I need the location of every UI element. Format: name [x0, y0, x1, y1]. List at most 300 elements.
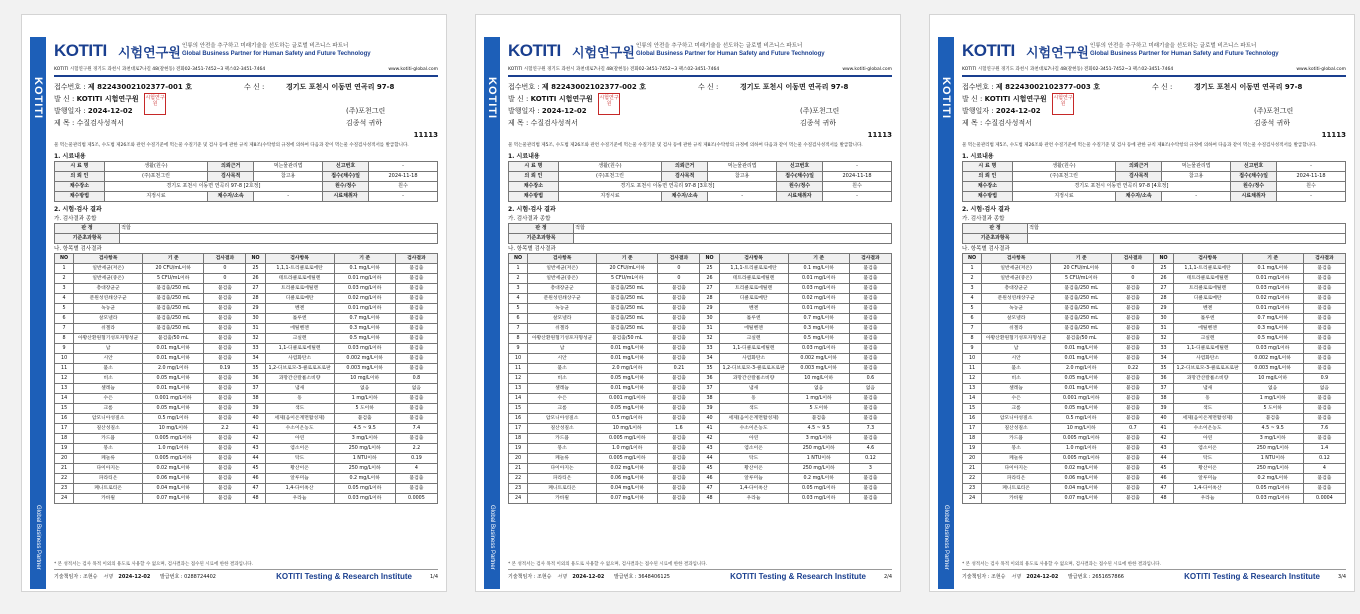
- footer-note: * 본 성적서는 검사 목적 이외의 용도로 사용할 수 없으며, 검사결과는 접수된 시료에 한한 결과입니다.: [508, 562, 708, 567]
- cell-result: 0: [658, 264, 700, 274]
- col-header-no: NO: [509, 254, 528, 264]
- info-label: 시 료 명: [509, 162, 559, 172]
- table-row: [55, 424, 438, 434]
- cell-item: 디클로로메탄: [719, 294, 788, 304]
- cell-result: 불검출: [849, 304, 891, 314]
- results-table: [54, 253, 438, 504]
- cell-standard: 1.0 mg/L이하: [597, 444, 658, 454]
- cell-standard: 10 mg/L이하: [1242, 374, 1303, 384]
- cell-result: 불검출: [204, 294, 246, 304]
- table-row: [963, 304, 1346, 314]
- cell-no: 34: [1154, 354, 1173, 364]
- cell-item: 아황산환원혐기성포자형성균: [982, 334, 1051, 344]
- info-value: -: [708, 192, 777, 202]
- address-text: KOTITI 시험연구원 경기도 과천시 과천대로7나길 48(갈현동) 전화02-3451-7452~3 팩스02-3451-7464: [508, 67, 720, 72]
- exceed-label: 기준초과항목: [509, 234, 574, 244]
- receipt-number: 제 82243002102377-003 호: [995, 83, 1100, 91]
- website-link[interactable]: www.kotiti-global.com: [842, 67, 892, 72]
- results-table: [508, 253, 892, 504]
- cell-no: 5: [55, 304, 74, 314]
- cell-no: 2: [509, 274, 528, 284]
- cell-standard: 0.5 mg/L이하: [143, 414, 204, 424]
- address-text: KOTITI 시험연구원 경기도 과천시 과천대로7나길 48(갈현동) 전화02-3451-7452~3 팩스02-3451-7464: [962, 67, 1174, 72]
- table-row: [55, 304, 438, 314]
- table-row: [55, 394, 438, 404]
- info-value: -: [1162, 192, 1231, 202]
- place-prefix: 경기도 포천시 이동면 연곡리: [1074, 183, 1138, 189]
- official-seal-stamp: 시험연구원: [144, 93, 166, 115]
- cell-standard: 불검출/250 mL: [1051, 284, 1112, 294]
- info-label: 의 뢰 인: [963, 172, 1013, 182]
- cell-result: 불검출: [1303, 264, 1345, 274]
- cell-item: 시안: [982, 354, 1051, 364]
- cell-standard: 불검출/250 mL: [1051, 304, 1112, 314]
- cell-standard: 0.02 mg/L이하: [143, 464, 204, 474]
- cell-standard: 0.05 mg/L이하: [788, 484, 849, 494]
- cell-no: 10: [509, 354, 528, 364]
- cell-standard: 0.02 mg/L이하: [1051, 464, 1112, 474]
- cell-item: 1,4-다이옥산: [719, 484, 788, 494]
- cell-result: 불검출: [1112, 414, 1154, 424]
- cell-no: 43: [246, 444, 265, 454]
- table-row: [55, 284, 438, 294]
- cell-result: 불검출: [204, 404, 246, 414]
- cell-item: 카드뮴: [528, 434, 597, 444]
- sidebar-band: [484, 37, 500, 589]
- issue-date: 2024-12-02: [995, 107, 1041, 115]
- cell-no: 3: [963, 284, 982, 294]
- cell-no: 23: [963, 484, 982, 494]
- table-row: [509, 274, 892, 284]
- subsection-items: 나. 항목별 검사결과: [962, 246, 1010, 252]
- info-label: 의뢰근거: [208, 162, 254, 172]
- cell-no: 38: [246, 394, 265, 404]
- cell-result: 불검출: [395, 274, 437, 284]
- cell-result: 불검출: [1112, 314, 1154, 324]
- cell-no: 47: [1154, 484, 1173, 494]
- cell-standard: 불검출/250 mL: [143, 324, 204, 334]
- cell-standard: 0.003 mg/L이하: [334, 364, 395, 374]
- cell-no: 30: [700, 314, 719, 324]
- cell-result: 4: [395, 464, 437, 474]
- cell-result: 불검출: [849, 324, 891, 334]
- receipt-label: 접수번호 :: [54, 83, 86, 91]
- cell-result: 불검출: [849, 314, 891, 324]
- slogan-english: Global Business Partner for Human Safety and Future Technology: [636, 51, 825, 57]
- table-row: [55, 374, 438, 384]
- judge-value: 적합: [120, 224, 438, 234]
- col-header-no: NO: [963, 254, 982, 264]
- website-link[interactable]: www.kotiti-global.com: [1296, 67, 1346, 72]
- cell-standard: 3 mg/L이하: [788, 434, 849, 444]
- cell-no: 1: [963, 264, 982, 274]
- info-label: 채수방법: [509, 192, 559, 202]
- cell-no: 18: [963, 434, 982, 444]
- cell-result: 불검출: [658, 444, 700, 454]
- cell-item: 테트라클로로에틸렌: [719, 274, 788, 284]
- cell-result: 불검출: [658, 484, 700, 494]
- cell-item: 톨루엔: [719, 314, 788, 324]
- cell-result: 불검출: [658, 324, 700, 334]
- cell-item: 아연: [719, 434, 788, 444]
- info-value: 생활(원수): [558, 162, 661, 172]
- cell-result: 불검출: [204, 284, 246, 294]
- cell-item: 냄새: [719, 384, 788, 394]
- info-label: 의 뢰 인: [55, 172, 105, 182]
- sidebar-logo: KOTITI: [940, 76, 952, 120]
- cell-item: 총대장균군: [982, 284, 1051, 294]
- sidebar-logo: KOTITI: [32, 76, 44, 120]
- cell-result: 불검출: [395, 474, 437, 484]
- cell-item: 카바릴: [982, 494, 1051, 504]
- place-suffix: 97-8 [3호정]: [684, 183, 715, 189]
- report-content: [508, 41, 892, 504]
- cell-no: 25: [1154, 264, 1173, 274]
- client-name: (주)포천그린: [1254, 107, 1294, 115]
- cell-no: 8: [509, 334, 528, 344]
- table-row: [509, 374, 892, 384]
- cell-no: 11: [509, 364, 528, 374]
- document-number: 발급번호 : 2651657866: [1067, 574, 1124, 580]
- cell-standard: 3 mg/L이하: [334, 434, 395, 444]
- info-label: 시료채취자: [777, 192, 823, 202]
- cell-result: 불검출: [1112, 284, 1154, 294]
- cell-no: 22: [509, 474, 528, 484]
- results-header-row: [509, 254, 892, 264]
- cell-item: 크롬: [528, 404, 597, 414]
- cell-result: 0.21: [658, 364, 700, 374]
- recipient-label: 수 신 :: [244, 83, 265, 91]
- cell-no: 40: [700, 414, 719, 424]
- col-header-no: NO: [246, 254, 265, 264]
- cell-item: 디클로로메탄: [265, 294, 334, 304]
- cell-item: 우라늄: [1173, 494, 1242, 504]
- cell-item: 1,1-디클로로에틸렌: [1173, 344, 1242, 354]
- slogan-korean: 인류의 안전을 추구하고 미래기술을 선도하는 글로벌 비즈니스 파트너: [1090, 43, 1257, 49]
- cell-standard: 0.05 mg/L이하: [597, 374, 658, 384]
- cell-result: 0.8: [395, 374, 437, 384]
- judge-label: 판 정: [55, 224, 120, 234]
- info-value: 먹는물관리법: [1162, 162, 1231, 172]
- cell-standard: 0.5 mg/L이하: [597, 414, 658, 424]
- cell-item: 트리클로로에틸렌: [1173, 284, 1242, 294]
- cell-standard: 0.03 mg/L이하: [334, 344, 395, 354]
- cell-result: 불검출: [204, 394, 246, 404]
- cell-standard: 불검출/250 mL: [143, 284, 204, 294]
- cell-result: 불검출: [1112, 384, 1154, 394]
- info-label: 채수장소: [55, 182, 105, 192]
- table-row: [55, 434, 438, 444]
- cell-no: 44: [700, 454, 719, 464]
- cell-result: 불검출: [658, 494, 700, 504]
- table-row: [963, 334, 1346, 344]
- cell-no: 16: [55, 414, 74, 424]
- footer-bar: [962, 569, 1346, 583]
- info-value: 지정시료: [104, 192, 207, 202]
- cell-item: 페니트로티온: [528, 484, 597, 494]
- cell-item: 1,1,1-트리클로로에탄: [265, 264, 334, 274]
- cell-item: 톨루엔: [265, 314, 334, 324]
- cell-result: 불검출: [658, 454, 700, 464]
- cell-result: 불검출: [658, 374, 700, 384]
- table-row: [963, 294, 1346, 304]
- cell-result: 불검출: [849, 414, 891, 424]
- table-row: [55, 484, 438, 494]
- table-row: [963, 314, 1346, 324]
- cell-result: 없음: [1303, 384, 1345, 394]
- cell-item: 염소이온: [265, 444, 334, 454]
- sender-label: 발 신 :: [508, 95, 529, 103]
- col-header-standard: 기 준: [1242, 254, 1303, 264]
- cell-no: 48: [700, 494, 719, 504]
- cell-no: 22: [963, 474, 982, 484]
- table-row: [509, 364, 892, 374]
- cell-no: 10: [963, 354, 982, 364]
- cell-item: 황산이온: [265, 464, 334, 474]
- table-row: [509, 394, 892, 404]
- cell-standard: 250 mg/L이하: [334, 444, 395, 454]
- cell-standard: 0.01 mg/L이하: [788, 304, 849, 314]
- table-row: [963, 414, 1346, 424]
- cell-standard: 0.005 mg/L이하: [143, 454, 204, 464]
- info-value: 2024-11-18: [823, 172, 892, 182]
- cell-standard: 불검출/250 mL: [1051, 314, 1112, 324]
- cell-result: 1.4: [1303, 444, 1345, 454]
- table-row: [963, 474, 1346, 484]
- cell-standard: 불검출/250 mL: [143, 314, 204, 324]
- report-header: [508, 41, 892, 65]
- slogan-korean: 인류의 안전을 추구하고 미래기술을 선도하는 글로벌 비즈니스 파트너: [636, 43, 803, 49]
- info-label: 접수(채수)일: [1231, 172, 1277, 182]
- cell-result: 불검출: [1303, 474, 1345, 484]
- cell-item: 과망간산칼륨소비량: [719, 374, 788, 384]
- cell-item: 수은: [982, 394, 1051, 404]
- cell-item: 색도: [265, 404, 334, 414]
- receipt-label: 접수번호 :: [962, 83, 994, 91]
- cell-standard: 1 mg/L이하: [334, 394, 395, 404]
- sidebar-tagline: Global Business Partner: [35, 504, 41, 570]
- recipient-address: 경기도 포천시 이동면 연곡리 97-8: [286, 83, 395, 91]
- cell-standard: 0.01 mg/L이하: [1242, 274, 1303, 284]
- cell-standard: 0.01 mg/L이하: [1242, 304, 1303, 314]
- report-meta: [962, 81, 1346, 141]
- cell-standard: 0.07 mg/L이하: [143, 494, 204, 504]
- cell-standard: 0.02 mg/L이하: [597, 464, 658, 474]
- sample-info-table: [508, 161, 892, 202]
- table-row: [963, 354, 1346, 364]
- cell-item: 크롬: [74, 404, 143, 414]
- cell-standard: 0.003 mg/L이하: [788, 364, 849, 374]
- cell-result: 0.22: [1112, 364, 1154, 374]
- cell-result: 불검출: [658, 304, 700, 314]
- info-value: [104, 182, 322, 192]
- cell-standard: 20 CFU/mL이하: [597, 264, 658, 274]
- cell-no: 36: [246, 374, 265, 384]
- cell-result: 불검출: [395, 264, 437, 274]
- cell-item: 일반세균(중온): [74, 274, 143, 284]
- cell-no: 17: [55, 424, 74, 434]
- cell-standard: 250 mg/L이하: [788, 444, 849, 454]
- cell-no: 48: [246, 494, 265, 504]
- table-row: [55, 404, 438, 414]
- cell-no: 35: [700, 364, 719, 374]
- cell-item: 탁도: [1173, 454, 1242, 464]
- footer-date: 2024-12-02: [572, 574, 605, 580]
- info-label: 신고번호: [1231, 162, 1277, 172]
- sample-info-table: [962, 161, 1346, 202]
- cell-standard: 0.01 mg/L이하: [788, 274, 849, 284]
- cell-result: 0.12: [1303, 454, 1345, 464]
- info-label: 원수/정수: [777, 182, 823, 192]
- cell-standard: 2.0 mg/L이하: [1051, 364, 1112, 374]
- cell-result: 불검출: [204, 454, 246, 464]
- cell-no: 2: [963, 274, 982, 284]
- cell-standard: 0.005 mg/L이하: [143, 434, 204, 444]
- cell-result: 불검출: [1303, 304, 1345, 314]
- subsection-items: 나. 항목별 검사결과: [508, 246, 556, 252]
- cell-result: 불검출: [204, 314, 246, 324]
- cell-no: 41: [246, 424, 265, 434]
- cell-result: 불검출: [1112, 484, 1154, 494]
- cell-item: 동: [1173, 394, 1242, 404]
- info-label: 원수/정수: [323, 182, 369, 192]
- cell-no: 34: [246, 354, 265, 364]
- cell-item: 1,4-다이옥산: [265, 484, 334, 494]
- cell-no: 30: [246, 314, 265, 324]
- cell-result: 0: [658, 274, 700, 284]
- cell-standard: 불검출/50 mL: [143, 334, 204, 344]
- cell-no: 7: [55, 324, 74, 334]
- table-row: [509, 334, 892, 344]
- cell-standard: 0.03 mg/L이하: [788, 494, 849, 504]
- cell-no: 30: [1154, 314, 1173, 324]
- cell-no: 47: [246, 484, 265, 494]
- table-row: [509, 294, 892, 304]
- cell-result: 0.0004: [1303, 494, 1345, 504]
- cell-result: 불검출: [395, 284, 437, 294]
- cell-standard: 1 mg/L이하: [1242, 394, 1303, 404]
- cell-item: 일반세균(중온): [528, 274, 597, 284]
- cell-result: 불검출: [658, 354, 700, 364]
- cell-standard: 0.01 mg/L이하: [597, 354, 658, 364]
- cell-no: 9: [509, 344, 528, 354]
- footer-date: 2024-12-02: [118, 574, 151, 580]
- cell-standard: 250 mg/L이하: [334, 464, 395, 474]
- cell-item: 붕소: [528, 444, 597, 454]
- info-value: 먹는물관리법: [254, 162, 323, 172]
- info-label: 검사목적: [662, 172, 708, 182]
- cell-result: 불검출: [849, 354, 891, 364]
- cell-item: 불소: [982, 364, 1051, 374]
- cell-item: 알루미늄: [1173, 474, 1242, 484]
- cell-result: 불검출: [395, 324, 437, 334]
- cell-result: 불검출: [1303, 334, 1345, 344]
- cell-no: 5: [509, 304, 528, 314]
- col-header-result: 검사결과: [1112, 254, 1154, 264]
- cell-standard: 0.02 mg/L이하: [1242, 294, 1303, 304]
- cell-item: 페놀류: [74, 454, 143, 464]
- cell-result: 불검출: [395, 484, 437, 494]
- cell-item: 사염화탄소: [265, 354, 334, 364]
- cell-item: 다이아지논: [528, 464, 597, 474]
- cell-standard: 불검출/250 mL: [597, 304, 658, 314]
- col-header-result: 검사결과: [1303, 254, 1345, 264]
- footer-date: 2024-12-02: [1026, 574, 1059, 580]
- cell-no: 32: [246, 334, 265, 344]
- cell-standard: 0.01 mg/L이하: [597, 344, 658, 354]
- cell-standard: 10 mg/L이하: [597, 424, 658, 434]
- cell-no: 11: [963, 364, 982, 374]
- info-value: -: [369, 162, 438, 172]
- cell-result: 불검출: [1303, 314, 1345, 324]
- cell-no: 45: [700, 464, 719, 474]
- signature: 서명: [103, 574, 113, 580]
- cell-result: 불검출: [658, 334, 700, 344]
- table-row: [55, 464, 438, 474]
- cell-no: 3: [509, 284, 528, 294]
- cell-result: 불검출: [658, 284, 700, 294]
- col-header-result: 검사결과: [849, 254, 891, 264]
- table-row: [55, 454, 438, 464]
- slogan-english: Global Business Partner for Human Safety and Future Technology: [1090, 51, 1279, 57]
- cell-result: 불검출: [1303, 274, 1345, 284]
- cell-item: 1,2-디브로모-3-클로로프로판: [719, 364, 788, 374]
- signature: 서명: [1011, 574, 1021, 580]
- cell-no: 44: [1154, 454, 1173, 464]
- cell-item: 일반세균(저온): [982, 264, 1051, 274]
- cell-result: 불검출: [204, 414, 246, 424]
- cell-item: 트리클로로에틸렌: [719, 284, 788, 294]
- cell-no: 29: [700, 304, 719, 314]
- cell-item: 1,1,1-트리클로로에탄: [1173, 264, 1242, 274]
- website-link[interactable]: www.kotiti-global.com: [388, 67, 438, 72]
- cell-standard: 2.0 mg/L이하: [597, 364, 658, 374]
- cell-standard: 불검출/250 mL: [1051, 324, 1112, 334]
- cell-no: 29: [1154, 304, 1173, 314]
- cell-result: 불검출: [658, 474, 700, 484]
- cell-no: 42: [246, 434, 265, 444]
- postcode: 11113: [413, 131, 438, 139]
- cell-standard: 4.5 ~ 9.5: [334, 424, 395, 434]
- table-row: [55, 264, 438, 274]
- info-label: 시료채취자: [323, 192, 369, 202]
- signature: 서명: [557, 574, 567, 580]
- cell-standard: 불검출/250 mL: [143, 294, 204, 304]
- table-row: [509, 304, 892, 314]
- cell-no: 45: [246, 464, 265, 474]
- cell-no: 13: [509, 384, 528, 394]
- cell-no: 4: [963, 294, 982, 304]
- cell-result: 불검출: [395, 404, 437, 414]
- info-label: 시 료 명: [963, 162, 1013, 172]
- recipient-label: 수 신 :: [1152, 83, 1173, 91]
- info-value: 지정시료: [558, 192, 661, 202]
- cell-no: 23: [509, 484, 528, 494]
- cell-standard: 0.06 mg/L이하: [1051, 474, 1112, 484]
- slogan-korean: 인류의 안전을 추구하고 미래기술을 선도하는 글로벌 비즈니스 파트너: [182, 43, 349, 49]
- table-row: [55, 314, 438, 324]
- cell-item: 아연: [265, 434, 334, 444]
- cell-result: 불검출: [658, 414, 700, 424]
- cell-result: 0.12: [849, 454, 891, 464]
- cell-item: 1,4-다이옥산: [1173, 484, 1242, 494]
- cell-item: 크실렌: [1173, 334, 1242, 344]
- cell-item: 에틸벤젠: [1173, 324, 1242, 334]
- info-value: [1012, 182, 1230, 192]
- report-footer: [54, 561, 438, 583]
- cell-standard: 0.01 mg/L이하: [143, 344, 204, 354]
- cell-standard: 0.03 mg/L이하: [788, 284, 849, 294]
